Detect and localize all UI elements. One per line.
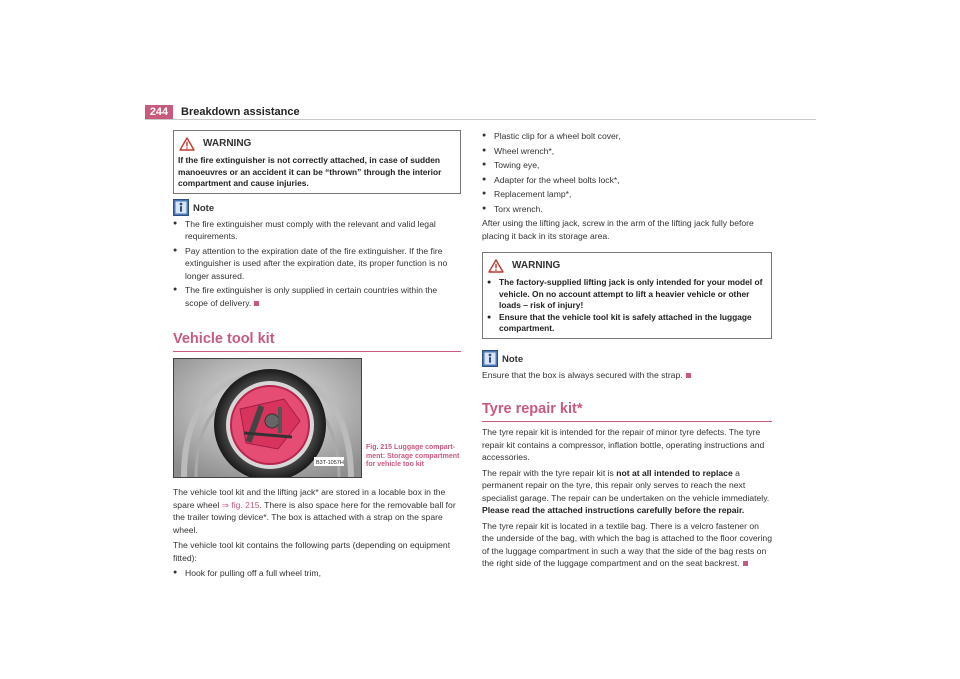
warning-title: WARNING: [512, 260, 561, 271]
note-item: ● The fire extinguisher is only supplied in certain countries within the scope of delivery.: [173, 284, 461, 309]
right-column: [482, 130, 772, 573]
page-number: 244: [145, 105, 173, 120]
figure-caption: Fig. 215 Luggage compartment: Storage compartment for vehicle too kit: [366, 444, 460, 468]
figure-code: B3T-1057H: [316, 460, 344, 466]
note-title: Note: [502, 354, 524, 365]
warning-item: ● The factory-supplied lifting jack is only intended for your model of vehicle. On no account attempt to lift a heavier vehicle or other loads – risk of injury!: [487, 277, 767, 312]
paragraph: The repair with the tyre repair kit is not at all intended to replace a permanent repair on the tyre, this repair only serves to reach the next specialist garage. The repair can be undertaken on the vehicle immediately. Please read the attached instructions carefully before the repair.: [482, 467, 770, 515]
warning-box-fire-extinguisher: [173, 130, 461, 194]
list-item: ● Hook for pulling off a full wheel trim,: [173, 567, 461, 580]
luggage-compartment-image: [173, 358, 362, 478]
figure-215: [173, 358, 461, 478]
note-item: ● Pay attention to the expiration date of the fire extinguisher. If the fire extinguisher is used after the expiration date, its proper function is no longer assured.: [173, 245, 461, 283]
note-info-icon: [173, 199, 189, 216]
list-item: ● Adapter for the wheel bolts lock*,: [482, 174, 772, 187]
paragraph: The tyre repair kit is intended for the repair of minor tyre defects. The tyre repair kit contains a compressor, inflation bottle, operating instructions and accessories.: [482, 427, 765, 462]
paragraph: The vehicle tool kit and the lifting jack* are stored in a locable box in the spare wheel ⇒ fig. 215. There is also space here for the removable ball for the trailer towing device*. The box is attached with a strap on the spare wheel.: [173, 487, 456, 535]
section-end-icon: [743, 561, 748, 566]
warning-box-lifting-jack: [482, 252, 772, 339]
warning-triangle-icon: [488, 259, 504, 273]
note-text: Ensure that the box is always secured with the strap.: [482, 369, 772, 382]
warning-text: If the fire extinguisher is not correctly attached, in case of sudden manoeuvres or an accident it can be “thrown” through the interior compartment and cause injuries.: [178, 155, 442, 188]
section-end-icon: [254, 301, 259, 306]
section-end-icon: [686, 373, 691, 378]
section-title-vehicle-tool-kit: Vehicle tool kit: [173, 331, 461, 352]
paragraph: After using the lifting jack, screw in the arm of the lifting jack fully before placing it back in its storage area.: [482, 218, 754, 241]
section-title-tyre-repair-kit: Tyre repair kit*: [482, 401, 772, 422]
list-item: ● Torx wrench.: [482, 203, 772, 216]
list-item: ● Replacement lamp*,: [482, 188, 772, 201]
list-item: ● Plastic clip for a wheel bolt cover,: [482, 130, 772, 143]
note-item: ● The fire extinguisher must comply with the relevant and valid legal requirements.: [173, 218, 461, 243]
list-item: ● Towing eye,: [482, 159, 772, 172]
left-column: [173, 130, 461, 582]
header-divider: [145, 119, 816, 120]
warning-triangle-icon: [179, 137, 195, 151]
note-info-icon: [482, 350, 498, 367]
page-header-title: Breakdown assistance: [181, 106, 300, 118]
figure-link[interactable]: ⇒ fig. 215: [221, 499, 260, 510]
paragraph: The tyre repair kit is located in a textile bag. There is a velcro fastener on the underside of the bag, with which the bag is attached to the floor covering of the luggage compartment in such a way that the side of the bag rests on the right side of the luggage compartment and on the seat backrest.: [482, 520, 772, 568]
warning-title: WARNING: [203, 138, 252, 149]
paragraph: The vehicle tool kit contains the following parts (depending on equipment fitted):: [173, 540, 451, 563]
note-title: Note: [193, 203, 215, 214]
warning-item: ● Ensure that the vehicle tool kit is safely attached in the luggage compartment.: [487, 312, 767, 335]
list-item: ● Wheel wrench*,: [482, 145, 772, 158]
